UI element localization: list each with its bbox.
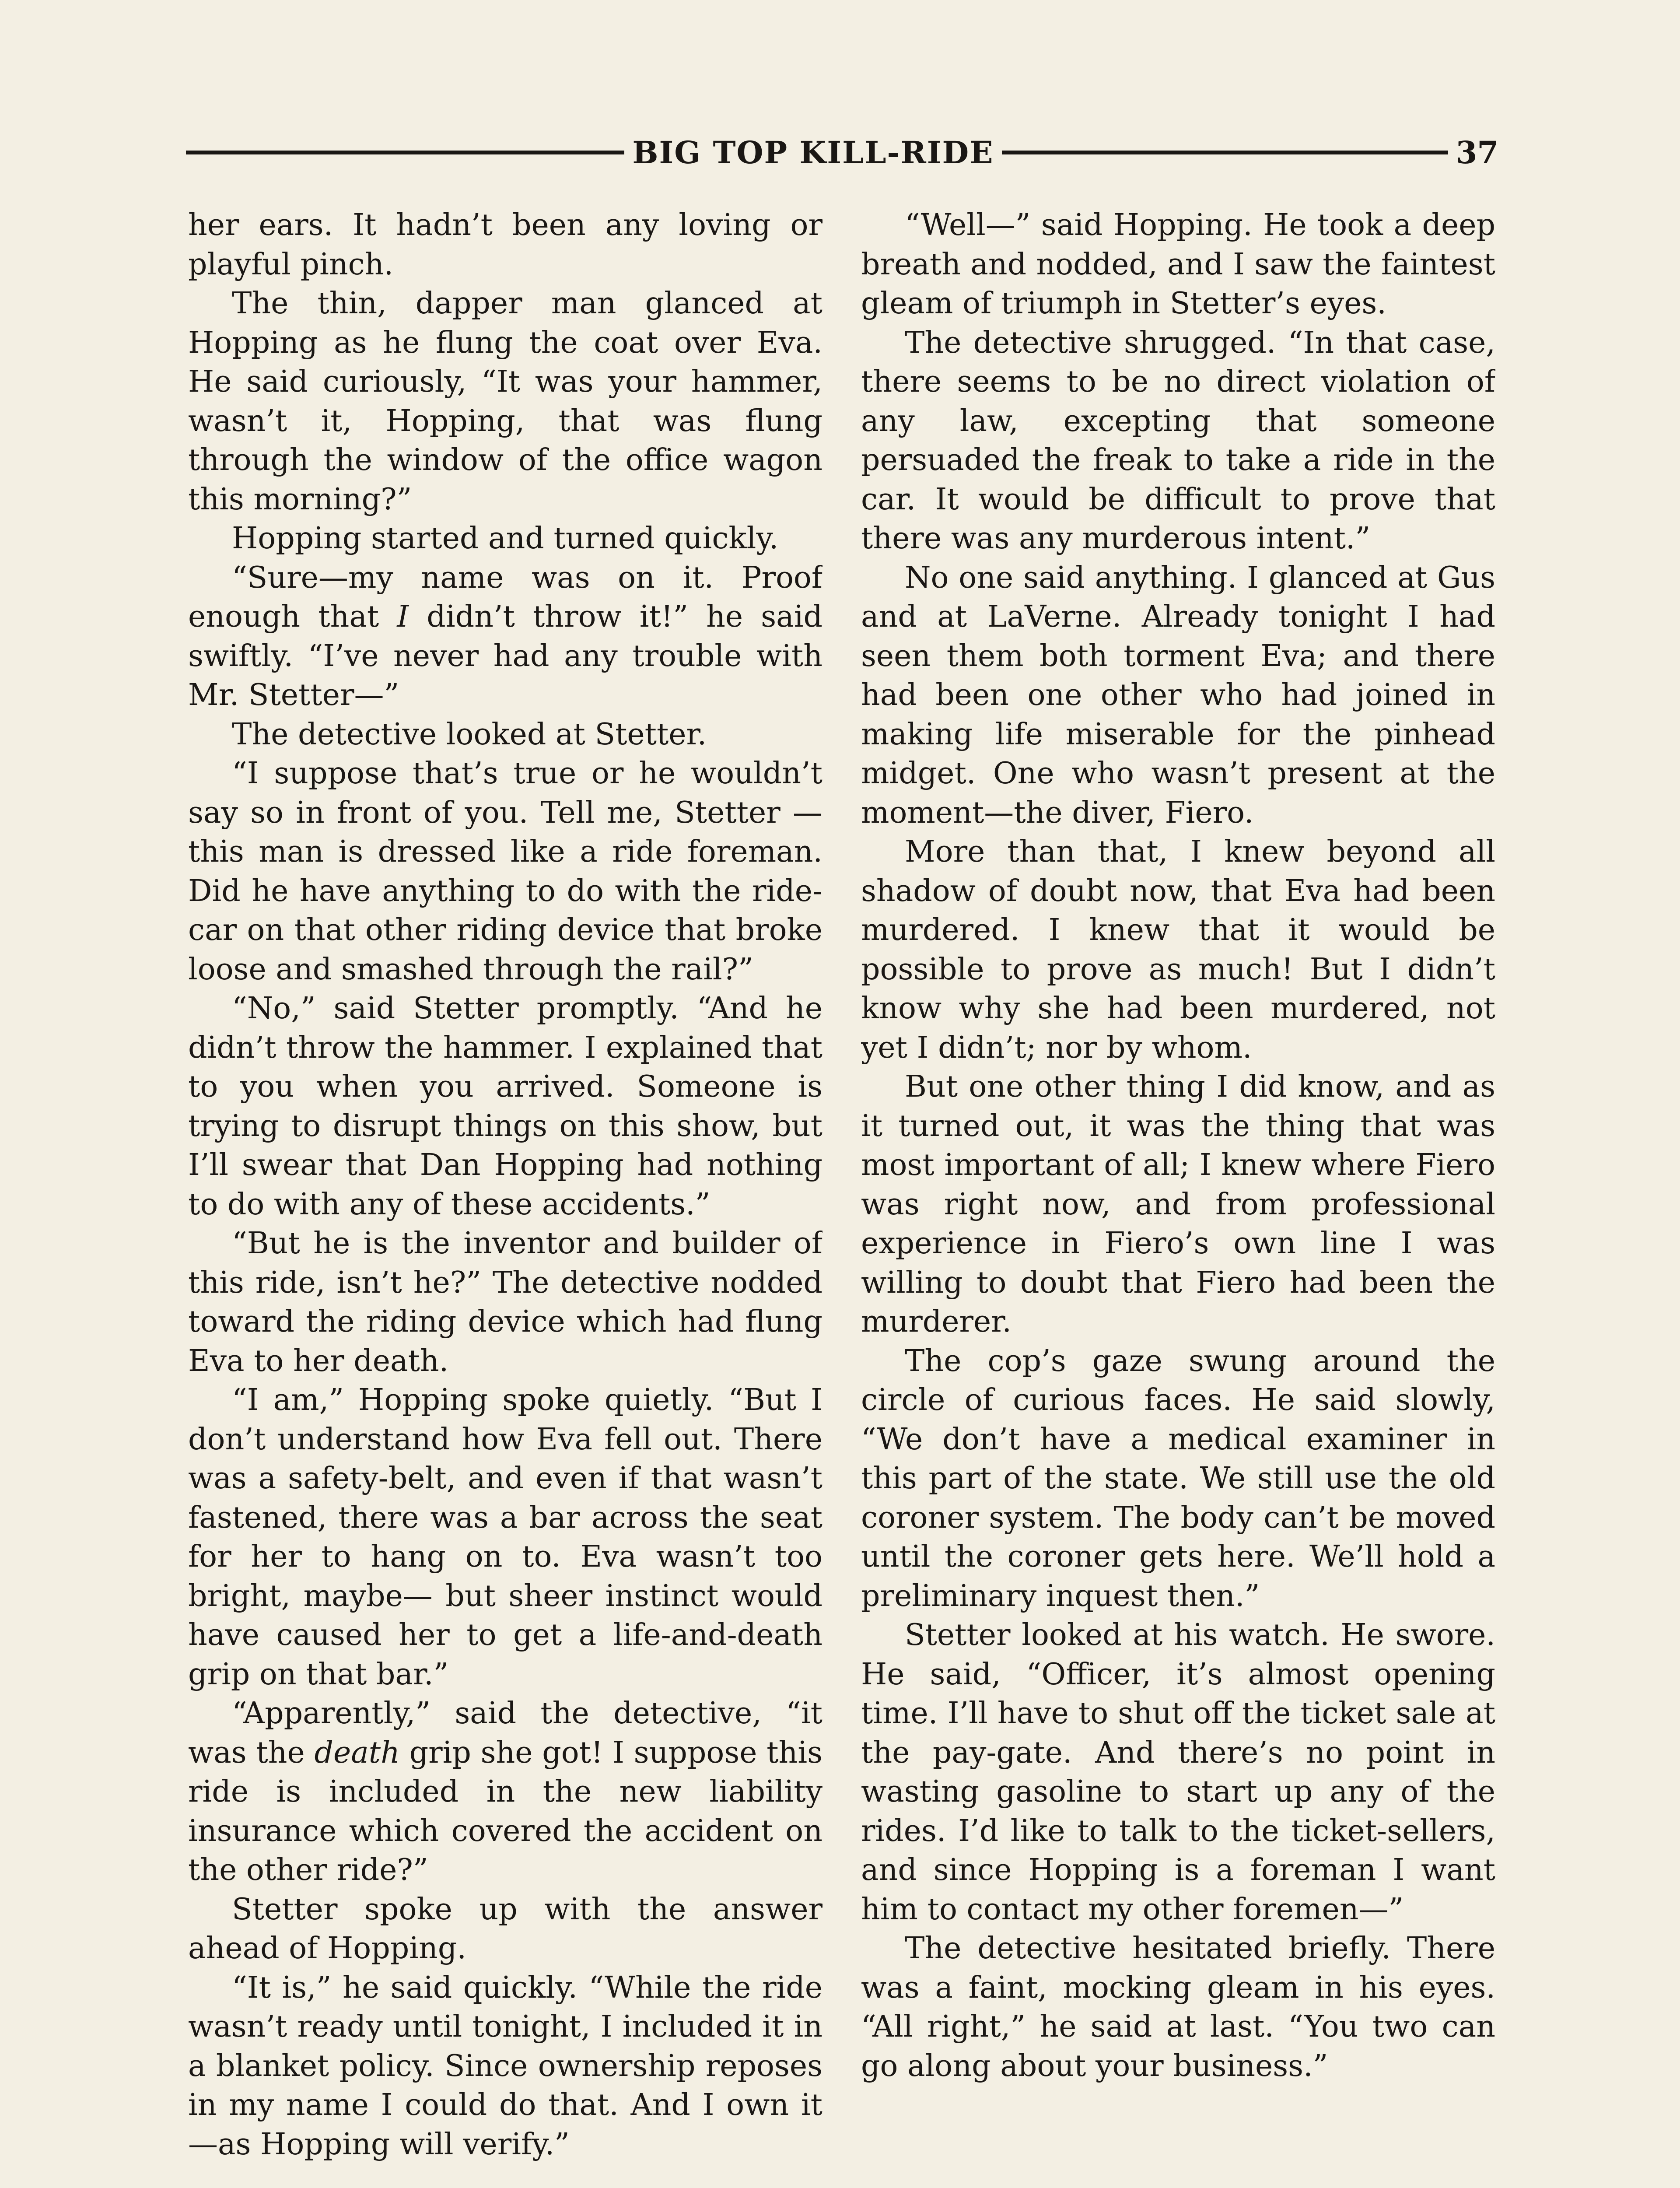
paragraph: Stetter spoke up with the answer ahead of Hopping. [188,1892,822,1966]
paragraph: “I suppose that’s true or he wouldn’t say so in front of you. Tell me, Stetter —this man is dressed like a ride foreman. Did he have anything to do with the ride-car on that other riding device that broke loose and smashed through the rail?” [188,756,822,987]
header-rule-left [186,151,624,154]
paragraph-text: didn’t throw it!” he said swiftly. “I’ve never had any trouble with Mr. Stetter—” [188,600,822,712]
story-title: BIG TOP KILL-RIDE [632,134,994,171]
paragraph: her ears. It hadn’t been any loving or playful pinch. [188,208,822,282]
italic-emphasis: I [397,600,409,634]
paragraph: “Well—” said Hopping. He took a deep breath and nodded, and I saw the faintest gleam of triumph in Stetter’s eyes. [861,208,1495,321]
paragraph [188,558,822,715]
right-text-column [861,206,1495,2188]
header-rule-right [1002,151,1448,154]
paragraph: The detective hesitated briefly. There was a faint, mocking gleam in his eyes. “All right,” he said at last. “You two can go along about your business.” [861,1931,1495,2083]
paragraph-text: “Apparently,” said the detective, “it was the [188,1696,822,1770]
paragraph-text: grip she got! I suppose this ride is included in the new liability insurance which covered the accident on the other ride?” [188,1735,822,1887]
paragraph: Hopping started and turned quickly. [232,521,779,556]
left-text-column [188,206,822,2188]
paragraph: The cop’s gaze swung around the circle of curious faces. He said slowly, “We don’t have a medical examiner in this part of the state. We still use the old coroner system. The body can’t be moved until the coroner gets here. We’ll hold a preliminary inquest then.” [861,1343,1495,1613]
italic-emphasis: death [314,1735,400,1770]
paragraph: “No,” said Stetter promptly. “And he didn’t throw the hammer. I explained that to you when you arrived. Someone is trying to disrupt things on this show, but I’ll swear that Dan Hopping had nothing to do with any of these accidents.” [188,991,822,1222]
paragraph-text: “Sure—my name was on it. Proof enough that [188,560,822,634]
paragraph: “But he is the inventor and builder of this ride, isn’t he?” The detective nodded toward the riding device which had flung Eva to her death. [188,1226,822,1378]
paragraph: No one said anything. I glanced at Gus and at LaVerne. Already tonight I had seen them both torment Eva; and there had been one other who had joined in making life miserable for the pinhead midget. One who wasn’t present at the moment—the diver, Fiero. [861,560,1495,830]
paragraph: “It is,” he said quickly. “While the ride wasn’t ready until tonight, I included it in a blanket policy. Since ownership reposes in my name I could do that. And I own it—as Hopping will verify.” [188,1970,822,2162]
paragraph: The detective shrugged. “In that case, there seems to be no direct violation of any law, excepting that someone persuaded the freak to take a ride in the car. It would be difficult to prove that there was any murderous intent.” [861,325,1495,556]
page-number: 37 [1456,134,1498,171]
paragraph: Stetter looked at his watch. He swore. He said, “Officer, it’s almost opening time. I’ll have to shut off the ticket sale at the pay-gate. And there’s no point in wasting gasoline to start up any of the rides. I’d like to talk to the ticket-sellers, and since Hopping is a foreman I want him to contact my other foremen—” [861,1618,1495,1927]
paragraph: “I am,” Hopping spoke quietly. “But I don’t understand how Eva fell out. There was a safety-belt, and even if that wasn’t fastened, there was a bar across the seat for her to hang on to. Eva wasn’t too bright, maybe— but sheer instinct would have caused her to get a life-and-death grip on that bar.” [188,1383,822,1692]
paragraph [188,1694,822,1890]
paragraph: More than that, I knew beyond all shadow of doubt now, that Eva had been murdered. I knew that it would be possible to prove as much! But I didn’t know why she had been murdered, not yet I didn’t; nor by whom. [861,835,1495,1065]
paragraph: But one other thing I did know, and as it turned out, it was the thing that was most important of all; I knew where Fiero was right now, and from professional experience in Fiero’s own line I was willing to doubt that Fiero had been the murderer. [861,1069,1495,1339]
paragraph: The detective looked at Stetter. [232,717,707,752]
paragraph: The thin, dapper man glanced at Hopping as he flung the coat over Eva. He said curiously, “It was your hammer, wasn’t it, Hopping, that was flung through the window of the office wagon this morning?” [188,286,822,517]
running-header [186,126,1498,179]
